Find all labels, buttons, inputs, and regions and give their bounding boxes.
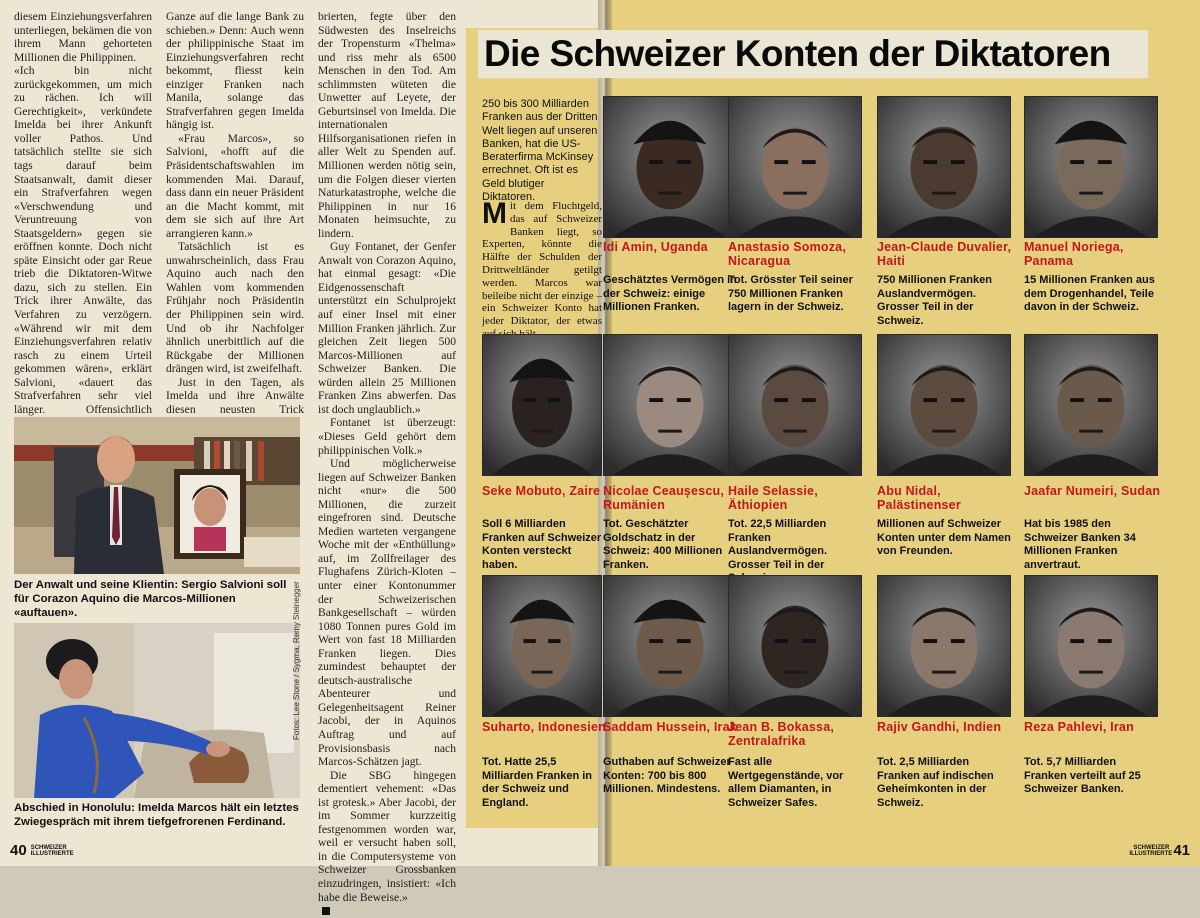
paragraph: diesem Einziehungsverfahren unterliegen, bekämen die von ihrem Mann gehorteten Millionen die Philippinen. xyxy=(14,10,152,64)
dictator-description: Guthaben auf Schweizer Konten: 700 bis 800 Millionen. Mindestens. xyxy=(603,756,731,796)
dictator-description: Fast alle Wertgegenstände, vor allem Diamanten, in Schweizer Safes. xyxy=(728,756,844,809)
magazine-name: SCHWEIZER ILLUSTRIERTE xyxy=(30,844,74,857)
dictator-name: Saddam Hussein, Irak xyxy=(603,720,737,734)
dictator-portrait xyxy=(603,96,737,238)
article-column-3 xyxy=(318,10,456,918)
photo-caption: Abschied in Honolulu: Imelda Marcos hält ein letztes Zwiegespräch mit ihrem tiefgefrorenen Ferdinand. xyxy=(14,802,299,828)
drop-cap: M xyxy=(482,197,507,230)
dictator-portrait xyxy=(728,334,862,476)
paragraph: Und möglicherweise liegen auf Schweizer Banken nicht «nur» die 500 Millionen, die zurzeit eingefroren sind. Deutsche Medien warteten vergangene Woche mit der «Enthüllung» auf, im Zollfreilager des Flughafens Zürich-Kloten – unter einer Kontonummer der Schweizerischen Bankgesellschaft – würden 1080 Tonnen pures Gold im Wert von fast 18 Milliarden Franken liegen. Dies zumindest behauptet der deutsch-australische Abenteurer und Gelegenheitsagent Reiner Jacobi, der in Aquinos Auftrag und auf Provisionsbasis nach Marcos-Schätzen jagt. xyxy=(318,457,456,769)
dictator-description: Tot. 2,5 Milliarden Franken auf indischen Geheimkonten in der Schweiz. xyxy=(877,756,994,809)
page-folio xyxy=(1125,842,1190,860)
dictator-portrait xyxy=(603,575,737,717)
paragraph: Tatsächlich ist es unwahrscheinlich, dass Frau Aquino auch nach den Wahlen vom kommenden Frühjahr noch Präsidentin der Philippinen sein wird. Und ob ihr Nachfolger ähnlich unerbittlich auf die Rückgabe der Millionen drängen wird, ist zweifelhaft. xyxy=(166,240,304,376)
dictator-description: Hat bis 1985 den Schweizer Banken 34 Millionen Franken anvertraut. xyxy=(1024,518,1136,571)
dictator-name: Abu Nidal, Palästinenser xyxy=(877,484,961,512)
dictator-portrait xyxy=(728,575,862,717)
dictator-name: Haile Selassie, Äthiopien xyxy=(728,484,818,512)
article-column-2 xyxy=(166,10,304,430)
dictator-name: Jean-Claude Duvalier, Haiti xyxy=(877,240,1012,268)
dictator-name: Nicolae Ceaușescu, Rumänien xyxy=(603,484,725,512)
article-body xyxy=(482,197,602,341)
paragraph: Die SBG hingegen dementiert vehement: «Das ist grotesk.» Aber Jacobi, der im Sommer kurzzeitig festgenommen worden war, weil er versucht haben soll, in die Computersysteme von Schweizer Grossbanken einzudringen, insistiert: «Ich habe die Beweise.» xyxy=(318,768,456,904)
paragraph: Fontanet ist überzeugt: «Dieses Geld gehört dem philippinischen Volk.» xyxy=(318,416,456,457)
paragraph: Guy Fontanet, der Genfer Anwalt von Corazon Aquino, hat einmal gesagt: «Die Eidgenossenschaft unterstützt ein Schulprojekt auf einer Insel mit einer Million Franken jährlich. Zur gleichen Zeit liegen 500 Marcos-Millionen auf Schweizer Banken. Die würden allein 25 Millionen Franken Zins abwerfen. Das ist doch unglaublich.» xyxy=(318,240,456,416)
dictator-description: 15 Millionen Franken aus dem Drogenhandel, Teile davon in der Schweiz. xyxy=(1024,274,1155,314)
dictator-description: Tot. 5,7 Milliarden Franken verteilt auf 25 Schweizer Banken. xyxy=(1024,756,1141,796)
dictator-portrait xyxy=(482,334,602,476)
imelda-photo xyxy=(14,623,300,798)
dictator-name: Manuel Noriega, Panama xyxy=(1024,240,1124,268)
dictator-name: Seke Mobuto, Zaire xyxy=(482,484,601,498)
paragraph: «Ich bin nicht zurückgekommen, um mich zu rächen. Ich will Gerechtigkeit», verkündete Imelda bei ihrer Ankunft voller Pathos. Und tatsächlich stellte sie sich tags darauf beim Staatsanwalt, damit dieser ein Strafverfahren wegen «Verschwendung und Veruntreuung von Staatsgeldern» gegen sie eröffnen konnte. Doch nicht späte Einsicht oder gar Reue trieb die Diktatoren-Witwe dazu, sich zu stellen. Ein Trick ihrer Anwälte, das Verfahren zu verzögern. «Während wir mit dem Einziehungsverfahren relativ rasch zu einem Urteil gekommen wären», erklärt Salvioni, «dauert das Strafverfahren sehr viel länger. Offensichtlich xyxy=(14,64,152,416)
photo-caption: Der Anwalt und seine Klientin: Sergio Salvioni soll für Corazon Aquino die Marcos-Millionen «auftauen». xyxy=(14,579,287,619)
dictator-description: Tot. Grösster Teil seiner 750 Millionen Franken lagern in der Schweiz. xyxy=(728,274,853,314)
article-headline: Die Schweizer Konten der Diktatoren xyxy=(478,30,1148,78)
dictator-portrait xyxy=(1024,575,1158,717)
magazine-name: SCHWEIZER ILLUSTRIERTE xyxy=(1129,844,1173,857)
dictator-description: Tot. 22,5 Milliarden Franken Auslandvermögen. Grosser Teil in der xyxy=(728,518,828,571)
dictator-portrait xyxy=(877,96,1011,238)
body-text: it dem Fluchtgeld, das auf Schweizer Banken liegt, so Experten, könnte die Hälfte der Schulden der Drittweltländer getilgt werden. Marcos war beileibe nicht der einzige – ein Schweizer Konto hat jeder Diktator, der etwas xyxy=(482,200,602,328)
dictator-name: Suharto, Indonesien xyxy=(482,720,606,734)
dictator-description: Soll 6 Milliarden Franken auf Schweizer Konten versteckt haben. xyxy=(482,518,602,571)
lawyer-photo xyxy=(14,417,300,574)
end-mark-icon xyxy=(322,907,330,915)
paragraph: Just in den Tagen, als Imelda und ihre Anwälte diesen neusten Trick xyxy=(166,375,304,416)
page-number: 41 xyxy=(1173,842,1190,859)
dictator-portrait xyxy=(482,575,602,717)
dictator-portrait xyxy=(1024,96,1158,238)
photo-credit: Fotos: Lee Stone / Sygma, Remy Steinegger xyxy=(292,581,301,740)
page-folio xyxy=(10,842,75,860)
paragraph: «Frau Marcos», so Salvioni, «hofft auf die Präsidentschaftswahlen im kommenden Mai. Darauf, dass dann ein neuer Präsident an die Macht kommt, mit dem sie sich auf ihre Art arrangieren kann.» xyxy=(166,131,304,240)
dictator-name: Jean B. Bokassa, Zentralafrika xyxy=(728,720,835,748)
dictator-description: Millionen auf Schweizer Konten unter dem Namen von Freunden. xyxy=(877,518,1011,558)
paragraph: brierten, fegte über den Südwesten des Inselreichs der Tropensturm «Thelma» und riss mehr als 6500 Menschen in den Tod. Am schlimmsten wüteten die Unwetter auf Leyete, der Geburtsinsel von Imelda. Die internationalen Hilfsorganisationen riefen in aller Welt zu Spenden auf. Millionen werden nötig sein, um die Folgen dieser vierten Naturkatastrophe, welche die Philippinen in nur 16 Monaten heimsuchte, zu lindern. xyxy=(318,10,456,240)
paragraph: Ganze auf die lange Bank zu schieben.» Denn: Auch wenn der philippinische Staat im Einziehungsverfahren recht bekommt, fliesst kein einziger Franken nach Manila, solange das Strafverfahren gegen Imelda hängig ist. xyxy=(166,10,304,132)
dictator-description: 750 Millionen Franken Auslandvermögen. Grosser Teil in der Schweiz. xyxy=(877,274,992,327)
dictator-portrait xyxy=(728,96,862,238)
dictator-portrait xyxy=(877,575,1011,717)
article-intro: 250 bis 300 Milliarden Franken aus der Dritten Welt liegen auf unseren Banken, hat die US-Beraterfirma McKinsey errechnet. Oft ist es Geld blutiger Diktatoren. xyxy=(482,98,598,204)
page-number: 40 xyxy=(10,842,27,859)
dictator-description: Tot. Hatte 25,5 Milliarden Franken in der Schweiz und England. xyxy=(482,756,593,809)
dictator-name: Anastasio Somoza, Nicaragua xyxy=(728,240,847,268)
dictator-portrait xyxy=(603,334,737,476)
article-column-1 xyxy=(14,10,152,444)
dictator-name: Idi Amin, Uganda xyxy=(603,240,708,254)
dictator-portrait xyxy=(1024,334,1158,476)
dictator-description: Tot. Geschätzter Goldschatz in der Schweiz: 400 Millionen Franken. xyxy=(603,518,723,571)
dictator-name: Reza Pahlevi, Iran xyxy=(1024,720,1134,734)
dictator-portrait xyxy=(877,334,1011,476)
dictator-name: Jaafar Numeiri, Sudan xyxy=(1024,484,1161,498)
dictator-description: Geschätztes Vermögen in der Schweiz: einige Millionen Franken. xyxy=(603,274,737,314)
dictator-name: Rajiv Gandhi, Indien xyxy=(877,720,1002,734)
